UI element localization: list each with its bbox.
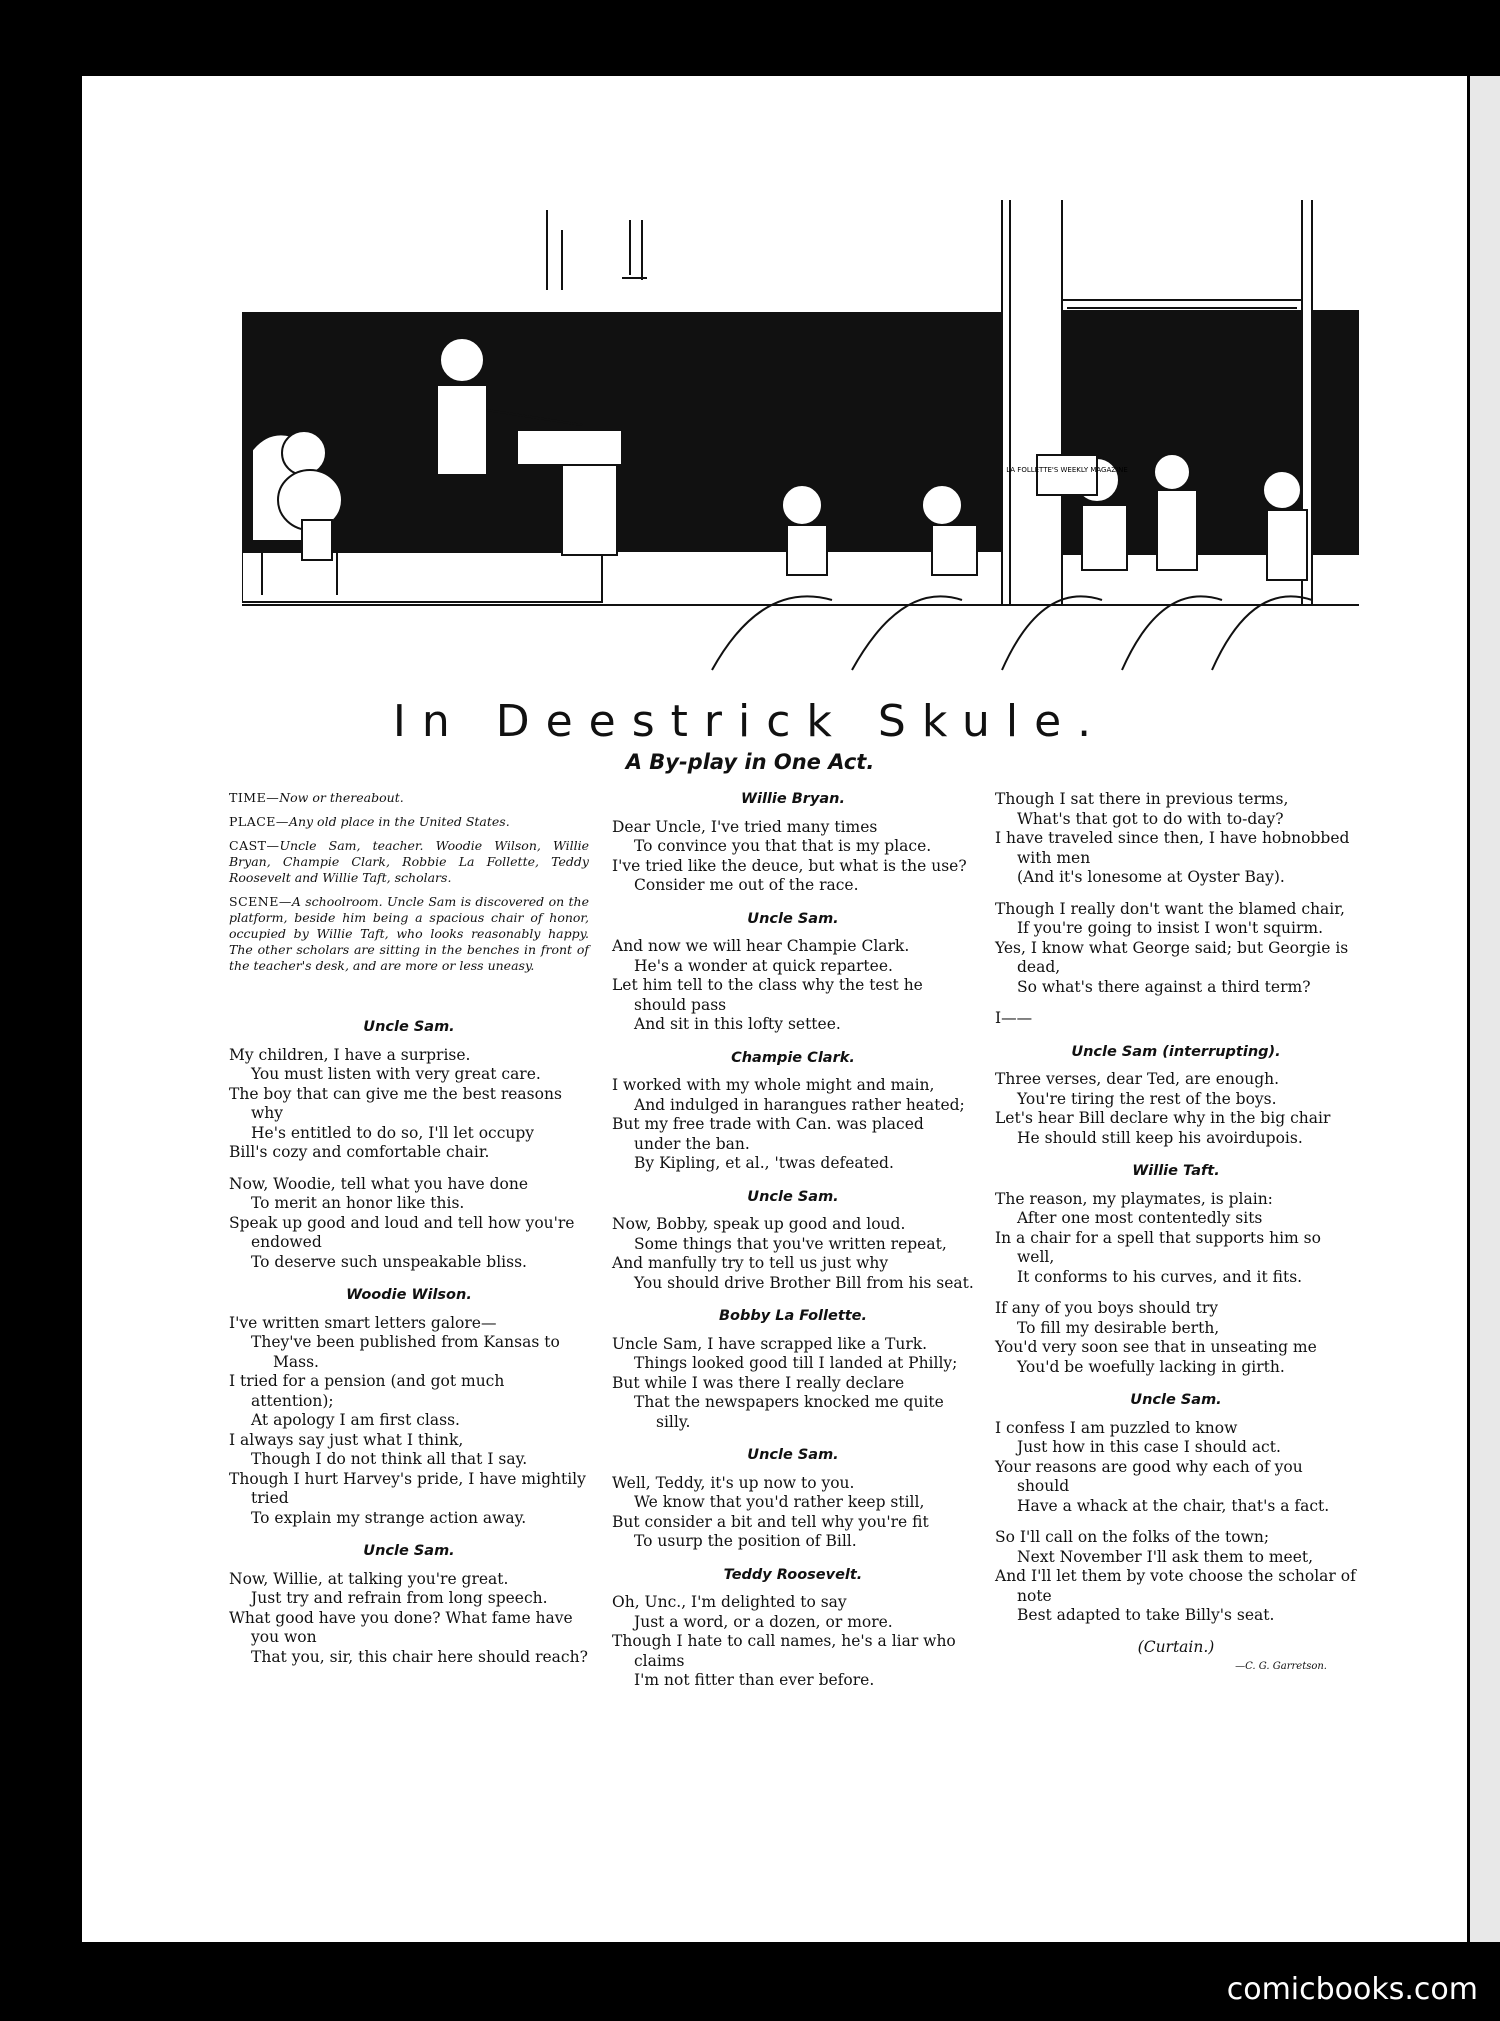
blackboard-right bbox=[1312, 310, 1359, 555]
verse-line: By Kipling, et al., 'twas defeated. bbox=[634, 1154, 894, 1172]
verse-line: To deserve such unspeakable bliss. bbox=[251, 1252, 527, 1271]
verse-line: You're tiring the rest of the boys. bbox=[1017, 1089, 1277, 1108]
article-subtitle: A By-play in One Act. bbox=[625, 750, 875, 774]
verse-line: After one most contentedly sits bbox=[1017, 1209, 1263, 1227]
stanza bbox=[229, 1314, 589, 1529]
verse-line: Now, Willie, at talking you're great. bbox=[229, 1569, 509, 1588]
speaker-heading: Uncle Sam. bbox=[1130, 1392, 1222, 1408]
verse-line: And now we will hear Champie Clark. bbox=[612, 937, 910, 955]
verse-line: You must listen with very great care. bbox=[251, 1065, 541, 1083]
speaker-heading: Uncle Sam. bbox=[747, 1188, 839, 1205]
verse-line: Well, Teddy, it's up now to you. bbox=[612, 1473, 855, 1492]
verse-line: To merit an honor like this. bbox=[251, 1194, 465, 1212]
verse-line: And manfully try to tell us just why bbox=[612, 1254, 889, 1272]
verse-line: To convince you that that is my place. bbox=[634, 837, 932, 855]
verse-line: To usurp the position of Bill. bbox=[634, 1532, 857, 1550]
verse-line: But consider a bit and tell why you're fit bbox=[612, 1512, 929, 1531]
verse-line: Consider me out of the race. bbox=[634, 876, 859, 894]
verse-line: We know that you'd rather keep still, bbox=[634, 1493, 925, 1511]
verse-line: Dear Uncle, I've tried many times bbox=[612, 817, 878, 836]
verse-line: You should drive Brother Bill from his seat. bbox=[634, 1273, 974, 1292]
verse-line: And indulged in harangues rather heated; bbox=[634, 1095, 965, 1114]
verse-line: In a chair for a spell that supports him so well, bbox=[995, 1228, 1321, 1266]
verse-line: What good have you done? What fame have you won bbox=[229, 1608, 573, 1646]
verse-line: What's that got to do with to-day? bbox=[1017, 809, 1284, 828]
verse-line: Though I sat there in previous terms, bbox=[995, 790, 1289, 808]
stanza bbox=[612, 1215, 974, 1293]
verse-line: Though I really don't want the blamed chair, bbox=[995, 899, 1345, 918]
stanza bbox=[612, 818, 974, 896]
speaker-heading: Uncle Sam. bbox=[747, 910, 839, 927]
verse-line: You'd very soon see that in unseating me bbox=[995, 1338, 1317, 1356]
verse-line: To fill my desirable berth, bbox=[1017, 1318, 1220, 1337]
verse-line: It conforms to his curves, and it fits. bbox=[1017, 1267, 1303, 1286]
verse-line: Just how in this case I should act. bbox=[1017, 1438, 1281, 1456]
verse-line: I'm not fitter than ever before. bbox=[634, 1671, 875, 1689]
verse-line: Have a whack at the chair, that's a fact. bbox=[1017, 1496, 1330, 1515]
curtain-note: (Curtain.) bbox=[1137, 1637, 1215, 1656]
interrupted-line: I—— bbox=[995, 1009, 1033, 1027]
stanza bbox=[229, 1570, 589, 1668]
stanza bbox=[995, 790, 1357, 888]
place-line: PLACE—Any old place in the United States. bbox=[229, 814, 510, 829]
verse-line: Your reasons are good why each of you should bbox=[995, 1457, 1303, 1495]
column-2 bbox=[612, 790, 974, 1703]
verse-line: Though I do not think all that I say. bbox=[251, 1450, 528, 1468]
column-1 bbox=[229, 790, 589, 1679]
speaker-heading: Teddy Roosevelt. bbox=[723, 1566, 863, 1583]
speaker-heading: Uncle Sam. bbox=[747, 1447, 839, 1463]
verse-line: That the newspapers knocked me quite silly. bbox=[634, 1393, 944, 1431]
verse-line: Three verses, dear Ted, are enough. bbox=[995, 1070, 1280, 1088]
verse-line: He's a wonder at quick repartee. bbox=[634, 956, 893, 975]
verse-line: Though I hate to call names, he's a liar who claims bbox=[612, 1632, 956, 1670]
stanza bbox=[995, 900, 1357, 998]
verse-line: Things looked good till I landed at Philly; bbox=[634, 1354, 958, 1372]
article-title: In Deestrick Skule. bbox=[392, 696, 1108, 747]
stanza bbox=[612, 1474, 974, 1552]
verse-line: Yes, I know what George said; but Georgie is dead, bbox=[995, 938, 1349, 976]
stanza bbox=[229, 1046, 589, 1163]
verse-line: I confess I am puzzled to know bbox=[995, 1418, 1238, 1437]
facing-page-edge bbox=[1470, 76, 1500, 1942]
verse-line: Oh, Unc., I'm delighted to say bbox=[612, 1593, 847, 1611]
verse-line: At apology I am first class. bbox=[251, 1411, 460, 1429]
teacher-platform bbox=[242, 552, 602, 602]
cast-line: CAST—Uncle Sam, teacher. Woodie Wilson, Willie Bryan, Champie Clark, Robbie La Follette, Teddy Roosevelt and Willie Taft, scholars. bbox=[229, 838, 589, 885]
verse-line: Uncle Sam, I have scrapped like a Turk. bbox=[612, 1334, 928, 1353]
verse-line: Now, Bobby, speak up good and loud. bbox=[612, 1215, 906, 1233]
stanza bbox=[612, 937, 974, 1035]
verse-line: The reason, my playmates, is plain: bbox=[995, 1189, 1273, 1208]
time-line: TIME—Now or thereabout. bbox=[229, 790, 404, 805]
speaker-heading: Woodie Wilson. bbox=[346, 1287, 472, 1303]
verse-line: He's entitled to do so, I'll let occupy bbox=[251, 1123, 535, 1142]
verse-line: Some things that you've written repeat, bbox=[634, 1234, 947, 1253]
verse-line: But my free trade with Can. was placed under the ban. bbox=[612, 1115, 924, 1153]
stanza bbox=[612, 1335, 974, 1433]
newspaper-sign: LA FOLLETTE'S WEEKLY MAGAZINE bbox=[1006, 466, 1128, 474]
verse-line: I worked with my whole might and main, bbox=[612, 1076, 935, 1094]
verse-line: Though I hurt Harvey's pride, I have mightily tried bbox=[229, 1469, 586, 1507]
speaker-heading: Champie Clark. bbox=[731, 1049, 855, 1066]
verse-line: Next November I'll ask them to meet, bbox=[1017, 1547, 1314, 1566]
verse-line: I always say just what I think, bbox=[229, 1430, 464, 1449]
author-byline: —C. G. Garretson. bbox=[1235, 1661, 1327, 1672]
stanza bbox=[995, 1190, 1357, 1288]
stanza bbox=[229, 1175, 589, 1273]
schoolroom-illustration bbox=[242, 200, 1359, 675]
scene-line: SCENE—A schoolroom. Uncle Sam is discovered on the platform, beside him being a spacious chair of honor, occupied by Willie Taft, who looks reasonably happy. The other scholars are sitting in the benches in front of the teacher's desk, and are more or less uneasy. bbox=[229, 894, 589, 973]
verse-line: He should still keep his avoirdupois. bbox=[1017, 1128, 1303, 1147]
verse-line: And I'll let them by vote choose the scholar of note bbox=[995, 1567, 1356, 1605]
verse-line: And sit in this lofty settee. bbox=[634, 1015, 841, 1033]
speaker-heading: Uncle Sam (interrupting). bbox=[1071, 1043, 1281, 1060]
verse-line: To explain my strange action away. bbox=[251, 1508, 527, 1527]
speaker-heading: Bobby La Follette. bbox=[718, 1308, 868, 1324]
verse-line: Let's hear Bill declare why in the big chair bbox=[995, 1109, 1331, 1127]
verse-line: I've written smart letters galore— bbox=[229, 1313, 497, 1332]
speaker-heading: Willie Bryan. bbox=[740, 791, 846, 807]
verse-line: So I'll call on the folks of the town; bbox=[995, 1528, 1270, 1546]
stanza bbox=[995, 1419, 1357, 1517]
column-3 bbox=[995, 790, 1357, 1677]
verse-line: Just a word, or a dozen, or more. bbox=[634, 1612, 893, 1631]
speaker-heading: Uncle Sam. bbox=[363, 1543, 455, 1559]
stanza bbox=[612, 1593, 974, 1691]
verse-line: I have traveled since then, I have hobnobbed with men bbox=[995, 829, 1350, 867]
stanza bbox=[995, 1528, 1357, 1626]
verse-line: If you're going to insist I won't squirm. bbox=[1017, 919, 1324, 937]
speaker-heading: Uncle Sam. bbox=[363, 1019, 455, 1035]
verse-line: Bill's cozy and comfortable chair. bbox=[229, 1143, 490, 1161]
verse-line: That you, sir, this chair here should reach? bbox=[251, 1647, 588, 1666]
verse-line: (And it's lonesome at Oyster Bay). bbox=[1017, 868, 1285, 886]
verse-line: Now, Woodie, tell what you have done bbox=[229, 1174, 529, 1193]
verse-line: I tried for a pension (and got much attention); bbox=[229, 1372, 505, 1410]
verse-line: Speak up good and loud and tell how you're endowed bbox=[229, 1213, 575, 1251]
verse-line: You'd be woefully lacking in girth. bbox=[1017, 1357, 1285, 1376]
speaker-heading: Willie Taft. bbox=[1132, 1163, 1220, 1179]
verse-line: They've been published from Kansas to Mass. bbox=[251, 1333, 560, 1371]
verse-line: But while I was there I really declare bbox=[612, 1373, 905, 1392]
verse-line: If any of you boys should try bbox=[995, 1299, 1219, 1317]
verse-line: Best adapted to take Billy's seat. bbox=[1017, 1606, 1275, 1624]
verse-line: So what's there against a third term? bbox=[1017, 977, 1311, 996]
verse-line: The boy that can give me the best reasons why bbox=[229, 1084, 562, 1122]
stanza bbox=[995, 1299, 1357, 1377]
verse-line: Let him tell to the class why the test he should pass bbox=[612, 976, 923, 1014]
stanza bbox=[995, 1070, 1357, 1148]
stanza bbox=[612, 1076, 974, 1174]
verse-line: My children, I have a surprise. bbox=[229, 1045, 471, 1064]
verse-line: Just try and refrain from long speech. bbox=[251, 1589, 548, 1607]
verse-line: I've tried like the deuce, but what is the use? bbox=[612, 856, 967, 875]
site-watermark: comicbooks.com bbox=[1226, 1972, 1478, 2007]
